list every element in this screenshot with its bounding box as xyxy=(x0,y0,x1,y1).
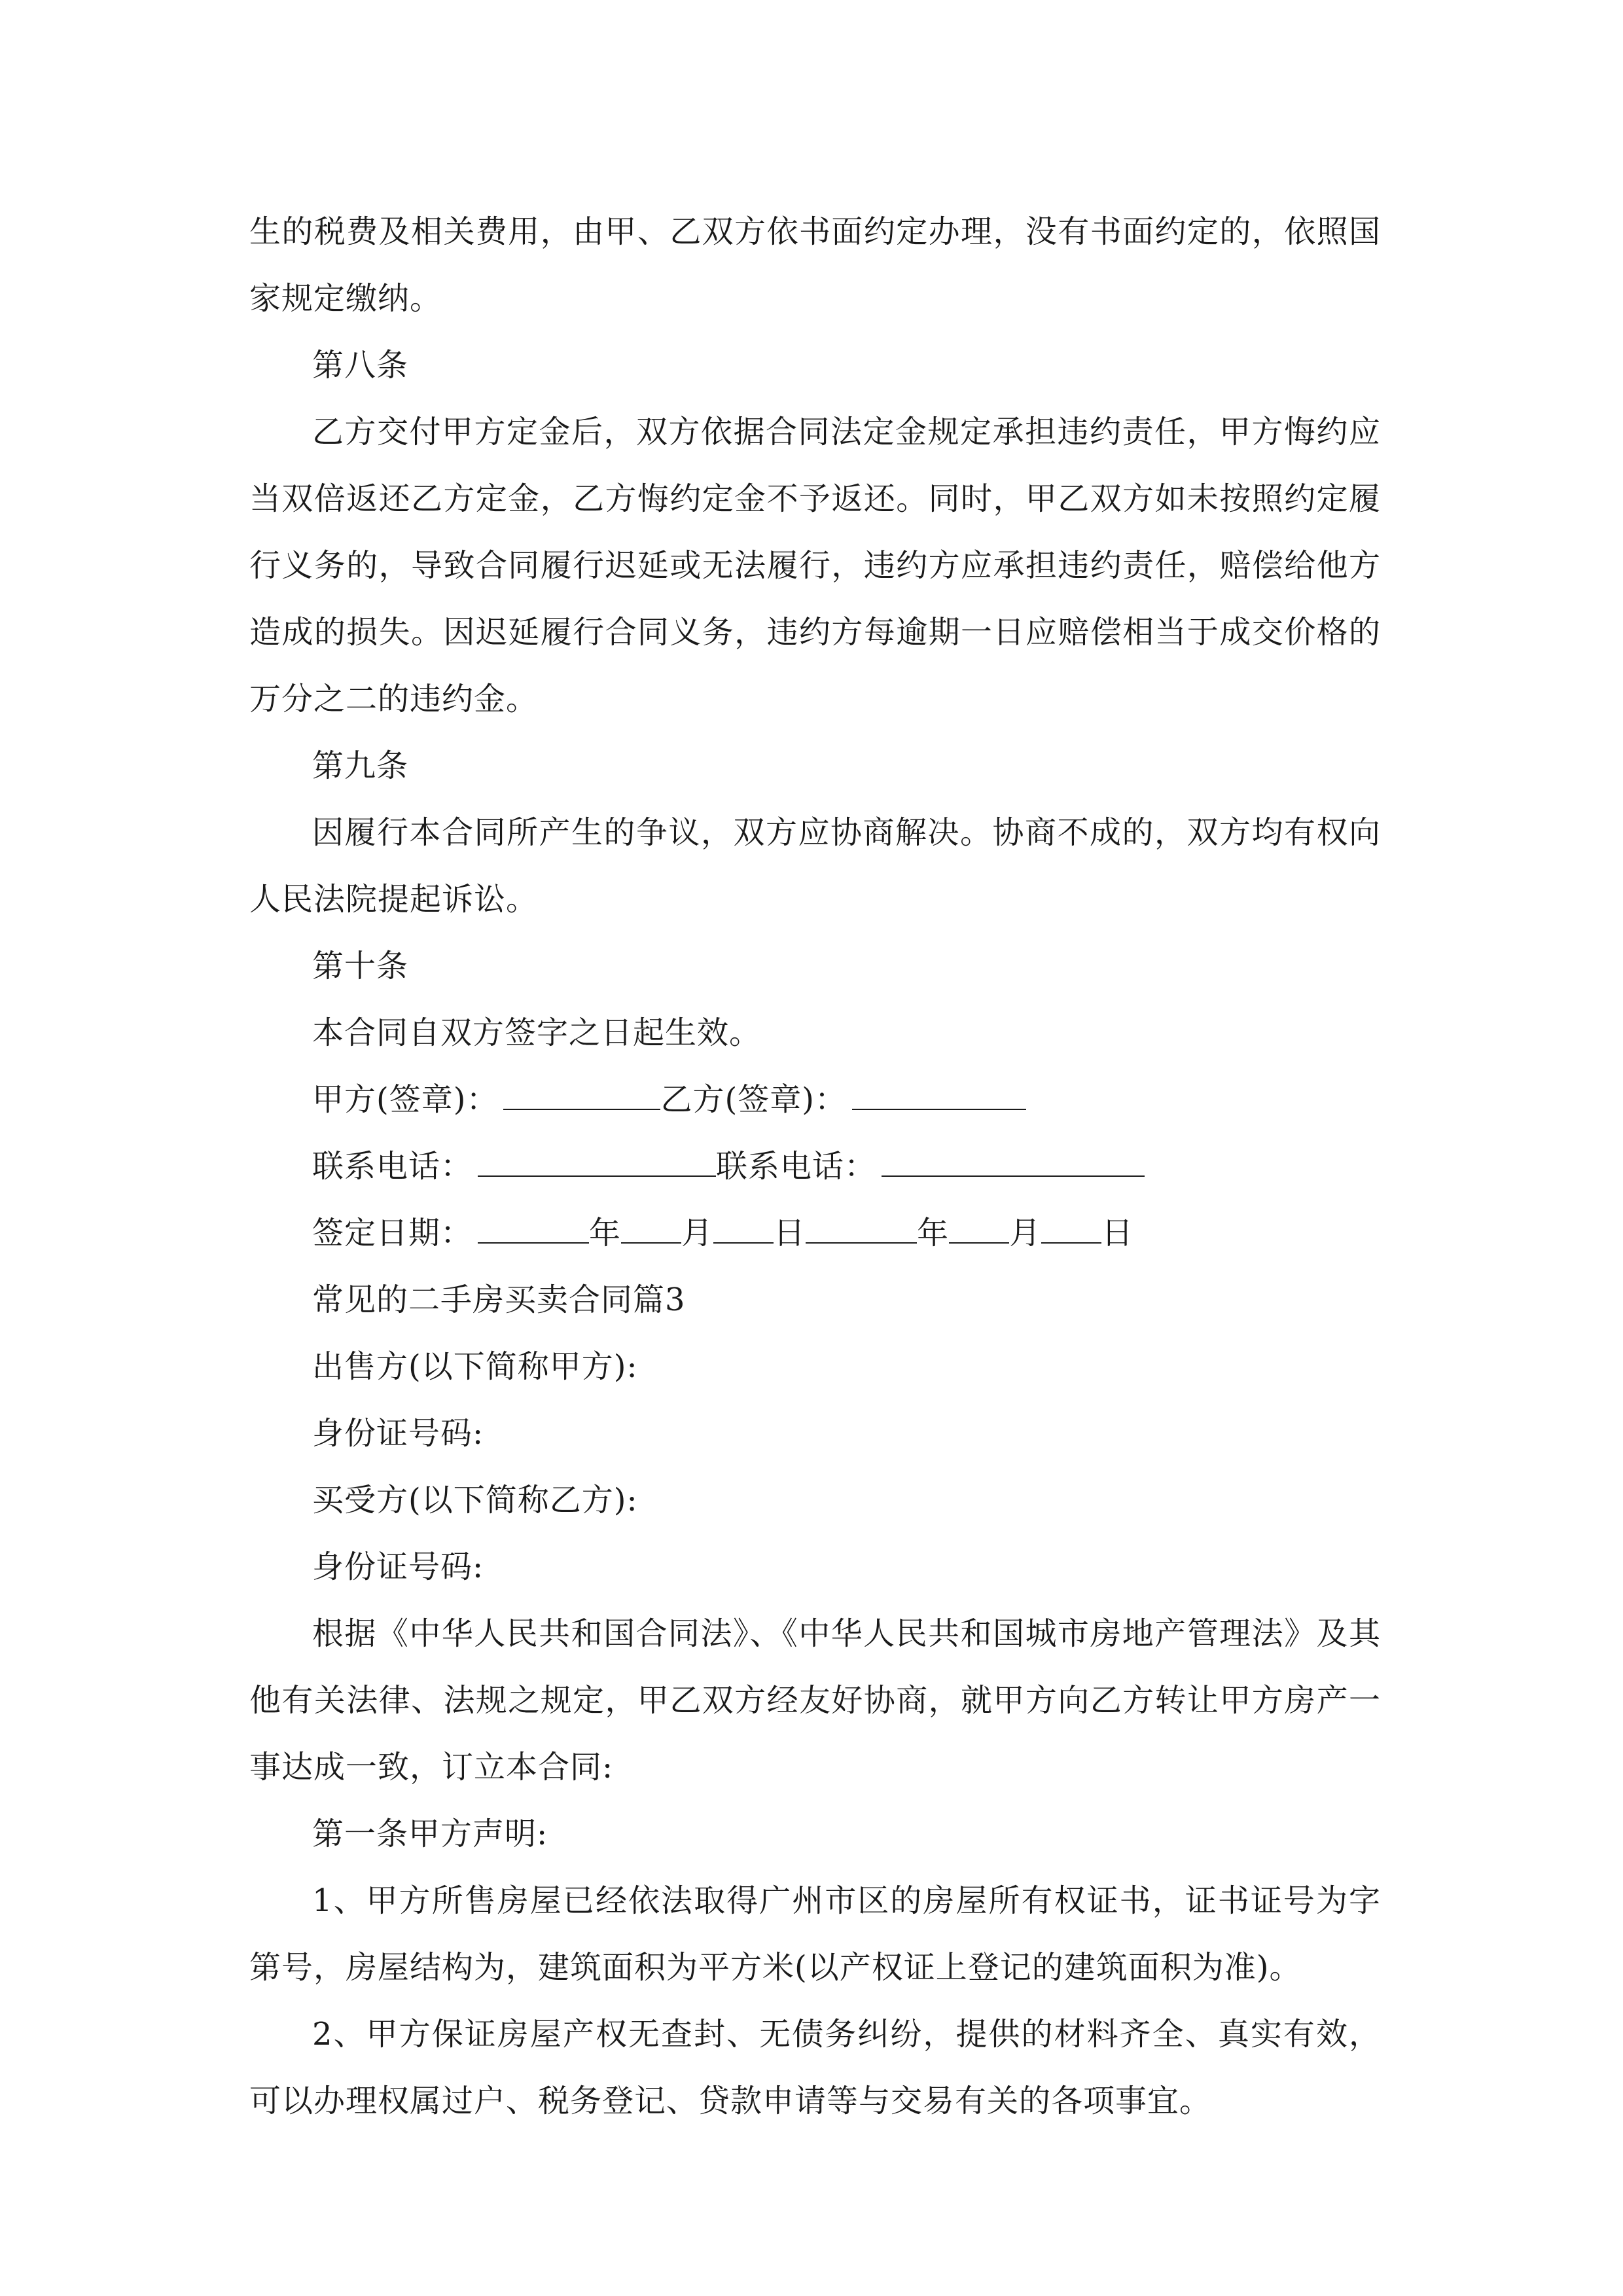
paragraph-legal-basis: 根据《中华人民共和国合同法》、《中华人民共和国城市房地产管理法》及其他有关法律、法规之规定，甲乙双方经友好协商，就甲方向乙方转让甲方房产一事达成一致，订立本合同: xyxy=(249,1615,1381,1785)
article-9-heading: 第九条 xyxy=(312,747,409,784)
date-day-label: 日 xyxy=(774,1215,806,1251)
party-b-signature-label: 乙方(签章)： xyxy=(660,1081,847,1118)
paragraph-title-guarantee: 2、甲方保证房屋产权无查封、无债务纠纷，提供的材料齐全、真实有效，可以办理权属过户、税务登记、贷款申请等与交易有关的各项事宜。 xyxy=(249,2016,1381,2119)
date-month-label: 月 xyxy=(681,1215,714,1251)
buyer-line: 买受方(以下简称乙方): xyxy=(312,1482,638,1518)
party-b-signature-blank xyxy=(852,1086,1026,1110)
date-month-blank-2 xyxy=(949,1220,1009,1244)
party-a-signature-blank xyxy=(503,1086,660,1110)
date-year-label: 年 xyxy=(589,1215,622,1251)
party-b-phone-blank xyxy=(882,1153,1145,1177)
signature-line xyxy=(249,1066,1381,1133)
date-year-label-2: 年 xyxy=(917,1215,950,1251)
paragraph-deposit-liability: 乙方交付甲方定金后，双方依据合同法定金规定承担违约责任，甲方悔约应当双倍返还乙方定金，乙方悔约定金不予返还。同时，甲乙双方如未按照约定履行义务的，导致合同履行迟延或无法履行，违约方应承担违约责任，赔偿给他方造成的损失。因迟延履行合同义务，违约方每逾期一日应赔偿相当于成交价格的万分之二的违约金。 xyxy=(249,414,1381,717)
date-day-blank xyxy=(713,1220,774,1244)
signing-date-line xyxy=(249,1200,1381,1266)
document-body xyxy=(249,198,1381,2134)
date-year-blank xyxy=(478,1220,589,1244)
seller-line: 出售方(以下简称甲方): xyxy=(312,1348,638,1385)
phone-line xyxy=(249,1133,1381,1200)
seller-id-line: 身份证号码: xyxy=(312,1415,484,1452)
signing-date-label: 签定日期： xyxy=(312,1215,473,1251)
party-a-phone-label: 联系电话： xyxy=(312,1148,473,1185)
party-a-signature-label: 甲方(签章)： xyxy=(312,1081,499,1118)
date-month-blank xyxy=(621,1220,681,1244)
paragraph-ownership-certificate: 1、甲方所售房屋已经依法取得广州市区的房屋所有权证书，证书证号为字第号，房屋结构为，建筑面积为平方米(以产权证上登记的建筑面积为准)。 xyxy=(249,1882,1381,1986)
date-year-blank-2 xyxy=(806,1220,917,1244)
article-1-heading: 第一条甲方声明: xyxy=(312,1816,548,1852)
section-title-contract-3: 常见的二手房买卖合同篇3 xyxy=(312,1282,686,1318)
party-b-phone-label: 联系电话： xyxy=(716,1148,877,1185)
article-8-heading: 第八条 xyxy=(312,347,409,384)
article-10-heading: 第十条 xyxy=(312,948,409,984)
paragraph-dispute-resolution: 因履行本合同所产生的争议，双方应协商解决。协商不成的，双方均有权向人民法院提起诉讼。 xyxy=(249,814,1381,918)
paragraph-tax-fees: 生的税费及相关费用，由甲、乙双方依书面约定办理，没有书面约定的，依照国家规定缴纳。 xyxy=(249,213,1381,317)
buyer-id-line: 身份证号码: xyxy=(312,1549,484,1585)
paragraph-effective-date: 本合同自双方签字之日起生效。 xyxy=(312,1014,762,1051)
date-day-label-2: 日 xyxy=(1101,1215,1134,1251)
party-a-phone-blank xyxy=(478,1153,716,1177)
date-month-label-2: 月 xyxy=(1009,1215,1042,1251)
date-day-blank-2 xyxy=(1041,1220,1101,1244)
